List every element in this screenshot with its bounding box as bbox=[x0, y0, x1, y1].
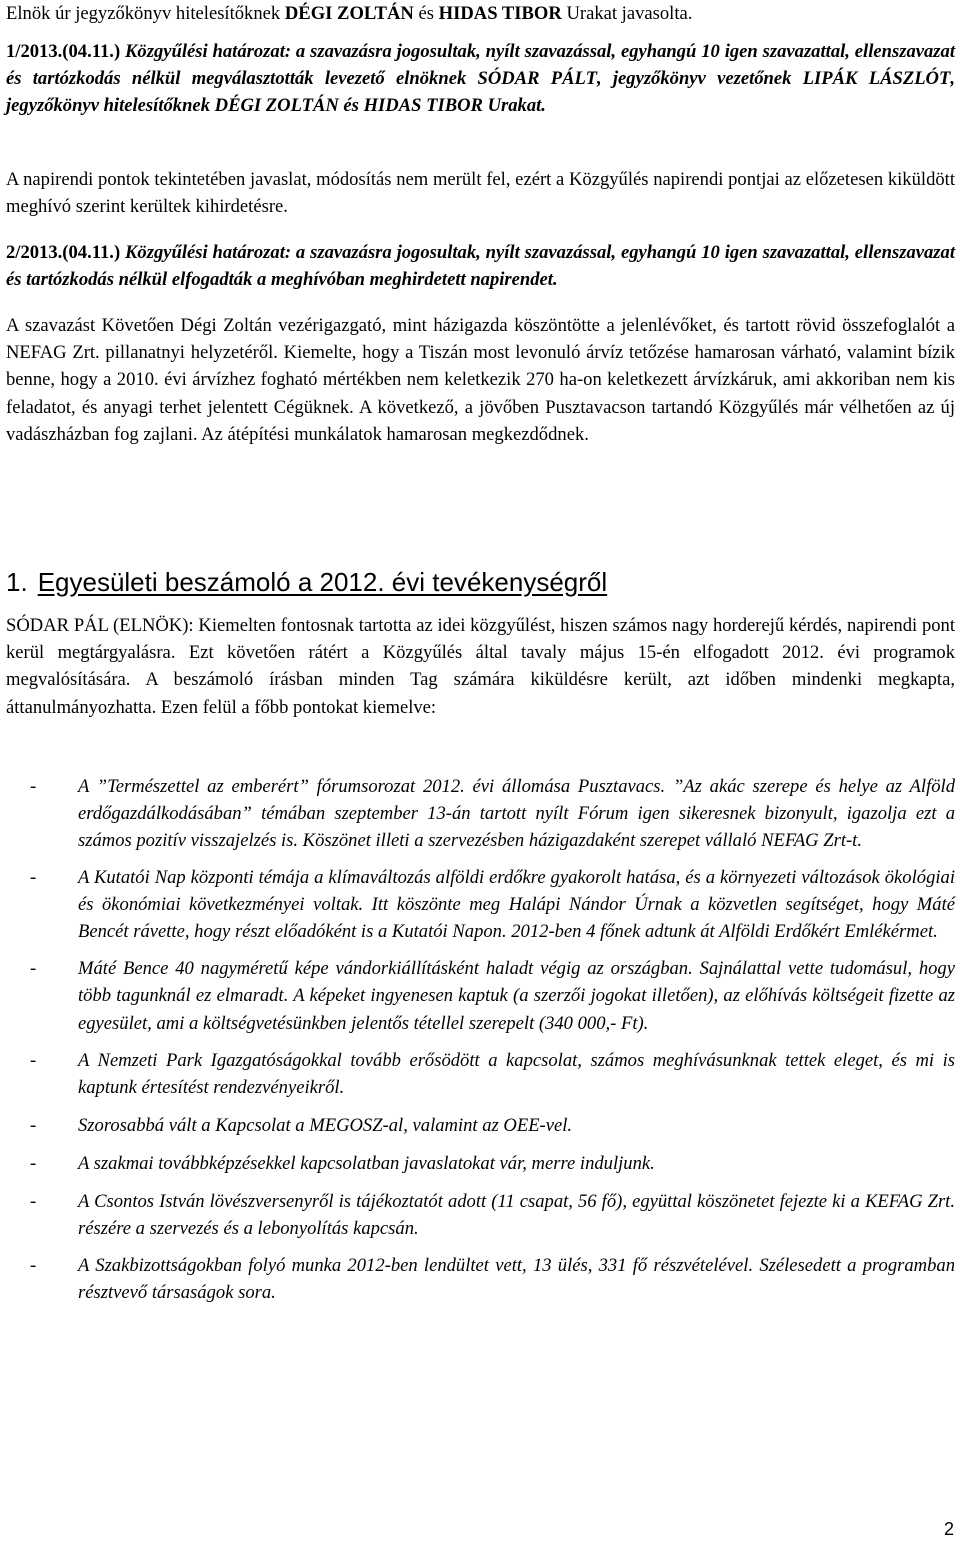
section-number: 1. bbox=[6, 567, 28, 597]
list-item: - A Szakbizottságokban folyó munka 2012-ben lendültet vett, 13 ülés, 331 fő részvételével. Szélesedett a programban résztvevő társaságok sora. bbox=[30, 1255, 955, 1304]
resolution-2-number: 2/2013.(04.11.) bbox=[6, 242, 126, 263]
name-degi-zoltan: DÉGI ZOLTÁN bbox=[284, 3, 414, 24]
paragraph-clerk-nomination: Elnök úr jegyzőkönyv hitelesítőknek DÉGI ZOLTÁN és HIDAS TIBOR Urakat javasolta. bbox=[6, 3, 693, 24]
list-item: - Máté Bence 40 nagyméretű képe vándorkiállításként haladt végig az országban. Sajnálattal vette tudomásul, hogy több tagunknál ez elmaradt. A képeket ingyenesen kaptuk (a szerzői jogokat illetően), az előhívás költségeit fizette az egyesület, ami a költségvetésünkben jelentős tétellel szerepelt (340 000,- Ft). bbox=[30, 958, 955, 1034]
resolution-1: 1/2013.(04.11.) Közgyűlési határozat: a szavazásra jogosultak, nyílt szavazással, egyhangú 10 igen szavazattal, ellenszavazat és tartózkodás nélkül megválasztották levezető elnöknek SÓDAR PÁLT, jegyzőkönyv vezetőnek LIPÁK LÁSZLÓT, jegyzőkönyv hitelesítőknek DÉGI ZOLTÁN és HIDAS TIBOR Urakat. bbox=[6, 41, 955, 117]
list-item: - A Nemzeti Park Igazgatóságokkal tovább erősödött a kapcsolat, számos meghívásunknak tettek eleget, és mi is kaptunk értesítést rendezvényeikről. bbox=[30, 1049, 955, 1099]
resolution-1-number: 1/2013.(04.11.) bbox=[6, 41, 126, 62]
list-item: - A Kutatói Nap központi témája a klímaváltozás alföldi erdőkre gyakorolt hatása, és a környezeti változások ökológiai és ökonómiai következményei voltak. Itt köszönte meg Halápi Nándor Úrnak a közvetlen segítséget, hogy Máté Bencét rávette, hogy részt előadóként is a Kutatói Napon. 2012-ben 4 főnek adtunk át Alföldi Erdőkért Emlékérmet. bbox=[30, 866, 955, 943]
list-item: - Szorosabbá vált a Kapcsolat a MEGOSZ-al, valamint az OEE-vel. bbox=[30, 1115, 573, 1137]
name-hidas-tibor: HIDAS TIBOR bbox=[438, 3, 562, 24]
list-item: - A szakmai továbbképzésekkel kapcsolatban javaslatokat vár, merre induljunk. bbox=[30, 1153, 655, 1175]
section-heading bbox=[6, 565, 955, 599]
speaker-label: SÓDAR PÁL (ELNÖK): bbox=[6, 615, 194, 636]
paragraph-host-welcome: A szavazást Követően Dégi Zoltán vezérigazgató, mint házigazda köszöntötte a jelenlévőket, és tartott rövid összefoglalót a NEFAG Zrt. pillanatnyi helyzetéről. Kiemelte, hogy a Tiszán most levonuló árvíz tetőzése hamarosan várható, valamint bízik benne, hogy a 2010. évi árvízhez fogható mértékben nem keletkezik 270 ha-on keletkezett árvízkáruk, ami akkoriban nem kis feladatot, és anyagi terhet jelentett Cégüknek. A következő, a jövőben Pusztavacson tartandó Közgyűlés már vélhetően az új vadászházban fog zajlani. Az átépítési munkálatok hamarosan megkezdődnek. bbox=[6, 315, 955, 445]
paragraph-agenda: A napirendi pontok tekintetében javaslat, módosítás nem merült fel, ezért a Közgyűlés napirendi pontjai az előzetesen kiküldött meghívó szerint kerültek kihirdetésre. bbox=[6, 169, 955, 218]
list-item: - A Csontos István lövészversenyről is tájékoztatót adott (11 csapat, 56 fő), együttal köszönetet fejezte ki a KEFAG Zrt. részére a szervezés és a lebonyolítás kapcsán. bbox=[30, 1190, 955, 1239]
resolution-2: 2/2013.(04.11.) Közgyűlési határozat: a szavazásra jogosultak, nyílt szavazással, egyhangú 10 igen szavazattal, ellenszavazat és tartózkodás nélkül elfogadták a meghívóban meghirdetett napirendet. bbox=[6, 242, 955, 291]
page-number: 2 bbox=[943, 1519, 954, 1539]
list-item: - A ”Természettel az emberért” fórumsorozat 2012. évi állomása Pusztavacs. ”Az akác szerepe és helye az Alföld erdőgazdálkodásában” témában szeptember 13-án tartott nyílt Fórum igen sikeresnek bizonyult, igazolja ezt a számos pozitív visszajelzés is. Köszönet illeti a szervezésben házigazdaként szerepet vállaló NEFAG Zrt-t. bbox=[30, 776, 955, 852]
paragraph-president-report: SÓDAR PÁL (ELNÖK): Kiemelten fontosnak tartotta az idei közgyűlést, hiszen számos nagy horderejű kérdés, napirendi pont kerül megtárgyalásra. Ezt követően rátért a Közgyűlés által tavaly május 15-én elfogadott 2012. évi programok megvalósítására. A beszámoló írásban minden Tag számára kiküldésre került, azt időben mindenki megkapta, áttanulmányozhatta. Ezen felül a főbb pontokat kiemelve: bbox=[6, 615, 956, 718]
section-title: Egyesületi beszámoló a 2012. évi tevékenységről bbox=[37, 567, 608, 597]
report-list bbox=[6, 773, 955, 1306]
